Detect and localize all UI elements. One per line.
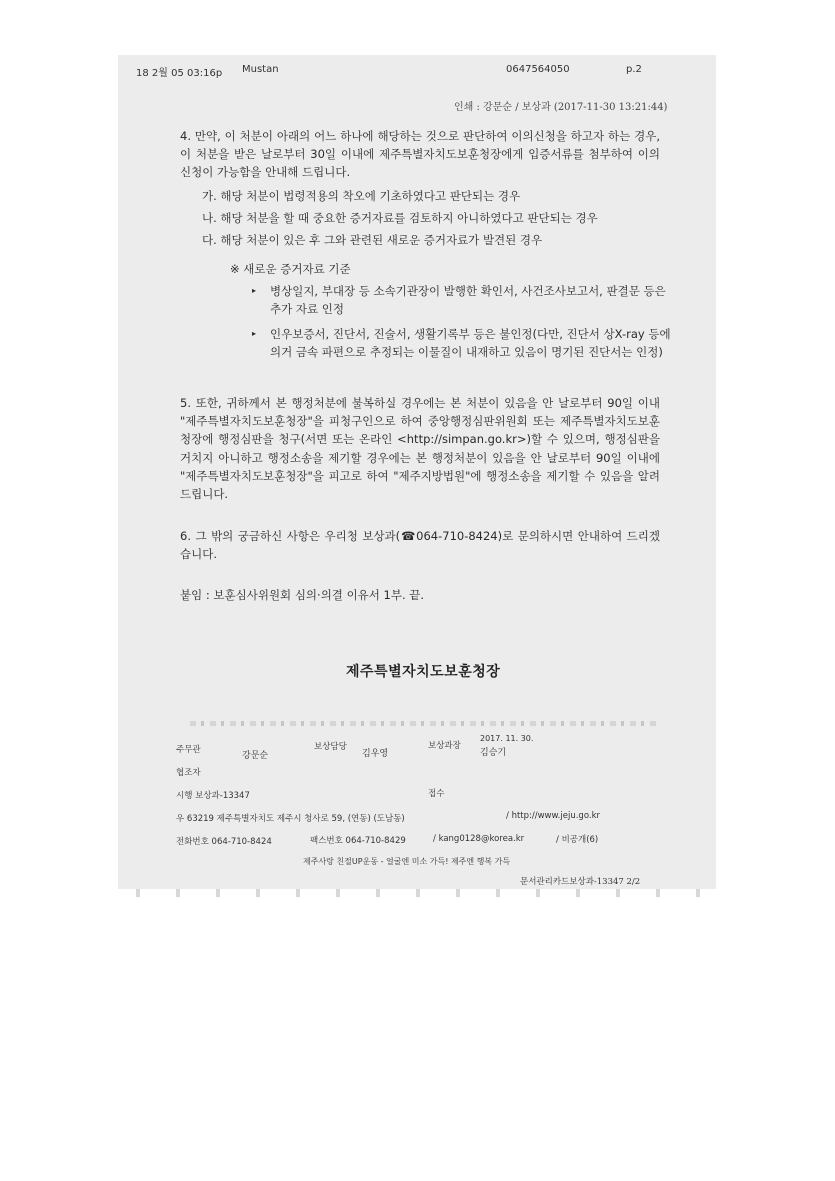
evidence-bullet-text: 인우보증서, 진단서, 진술서, 생활기록부 등은 불인정(다만, 진단서 상X-ray 등에 의거 금속 파편으로 추정되는 이물질이 내재하고 있음이 명기된 진단서는 인정) (270, 327, 671, 359)
issuer-title: 제주특별자치도보훈청장 (346, 664, 501, 680)
footer-disclosure: / 비공개(6) (556, 835, 599, 845)
scan-noise-strip (190, 721, 660, 726)
section-4-item-c: 다. 해당 처분이 있은 후 그와 관련된 새로운 증거자료가 발견된 경우 (202, 233, 543, 247)
footer-phone: 전화번호 064-710-8424 (176, 837, 272, 847)
approval-manager-name: 김우영 (362, 749, 389, 759)
footer-slogan: 제주사랑 친절UP운동 - 얼굴엔 미소 가득! 제주엔 행복 가득 (303, 857, 511, 866)
fax-sender: Mustan (242, 64, 279, 75)
footer-website: / http://www.jeju.go.kr (506, 811, 600, 821)
scanned-fax-page (118, 55, 716, 897)
footer-fax: 팩스번호 064-710-8429 (310, 836, 406, 846)
section-5: 5. 또한, 귀하께서 본 행정처분에 불복하실 경우에는 본 처분이 있음을 안 날로부터 90일 이내 "제주특별자치도보훈청장"을 피청구인으로 하여 중앙행정심판위원회 또는 제주특별자치도보훈청장에 행정심판을 청구(서면 또는 온라인 <http://simpan.go.kr>)할 수 있으며, 행정심판을 거치지 아니하고 행정소송을 제기할 경우에는 본 행정처분이 있음을 안 날로부터 90일 이내에 "제주특별자치도보훈청장"을 피고로 하여 "제주지방법원"에 행정소송을 제기할 수 있음을 알려드립니다. (180, 396, 660, 502)
footer-email: / kang0128@korea.kr (433, 834, 525, 844)
section-4-intro: 4. 만약, 이 처분이 아래의 어느 하나에 해당하는 것으로 판단하여 이의신청을 하고자 하는 경우, 이 처분을 받은 날로부터 30일 이내에 제주특별자치도보훈청장에게 입증서류를 첨부하여 이의신청이 가능함을 안내해 드립니다. (180, 129, 660, 180)
section-4-item-a: 가. 해당 처분이 법령적용의 착오에 기초하였다고 판단되는 경우 (202, 189, 521, 203)
fax-datetime: 18 2월 05 03:16p (136, 68, 223, 79)
cooperator-label: 협조자 (176, 768, 201, 778)
footer-doc-number: 시행 보상과-13347 (176, 791, 250, 801)
approval-chief-name: 김승기 (480, 748, 507, 758)
approval-date: 2017. 11. 30. (480, 734, 534, 743)
footer-receipt: 접수 (428, 789, 445, 799)
approval-staff-label: 주무관 (176, 745, 201, 755)
evidence-bullet-text: 병상일지, 부대장 등 소속기관장이 발행한 확인서, 사건조사보고서, 판결문 등은 추가 자료 인정 (270, 284, 666, 316)
approval-chief-label: 보상과장 (428, 741, 461, 751)
section-6: 6. 그 밖의 궁금하신 사항은 우리청 보상과(☎064-710-8424)로 문의하시면 안내하여 드리겠습니다. (180, 529, 660, 562)
evidence-criteria-title: ※ 새로운 증거자료 기준 (230, 262, 351, 276)
print-info: 인쇄 : 강문순 / 보상과 (2017-11-30 13:21:44) (454, 102, 668, 113)
scan-edge-noise (118, 889, 716, 897)
attachment-line: 붙임 : 보훈심사위원회 심의·의결 이유서 1부. 끝. (180, 588, 425, 602)
evidence-bullet-rejected (252, 325, 680, 361)
bullet-mark-icon: ▸ (252, 329, 257, 338)
bullet-mark-icon: ▸ (252, 286, 257, 295)
footer-address: 우 63219 제주특별자치도 제주시 청사로 59, (연동) (도남동) (176, 814, 405, 824)
section-4-item-b: 나. 해당 처분을 할 때 중요한 증거자료를 검토하지 아니하였다고 판단되는 경우 (202, 211, 598, 225)
evidence-bullet-accepted (252, 282, 680, 318)
fax-number: 0647564050 (506, 64, 570, 75)
approval-staff-name: 강문순 (242, 751, 269, 761)
fax-page: p.2 (626, 64, 642, 75)
footer-record: 문서관리카드보상과-13347 2/2 (520, 877, 641, 887)
approval-manager-label: 보상담당 (314, 742, 347, 752)
